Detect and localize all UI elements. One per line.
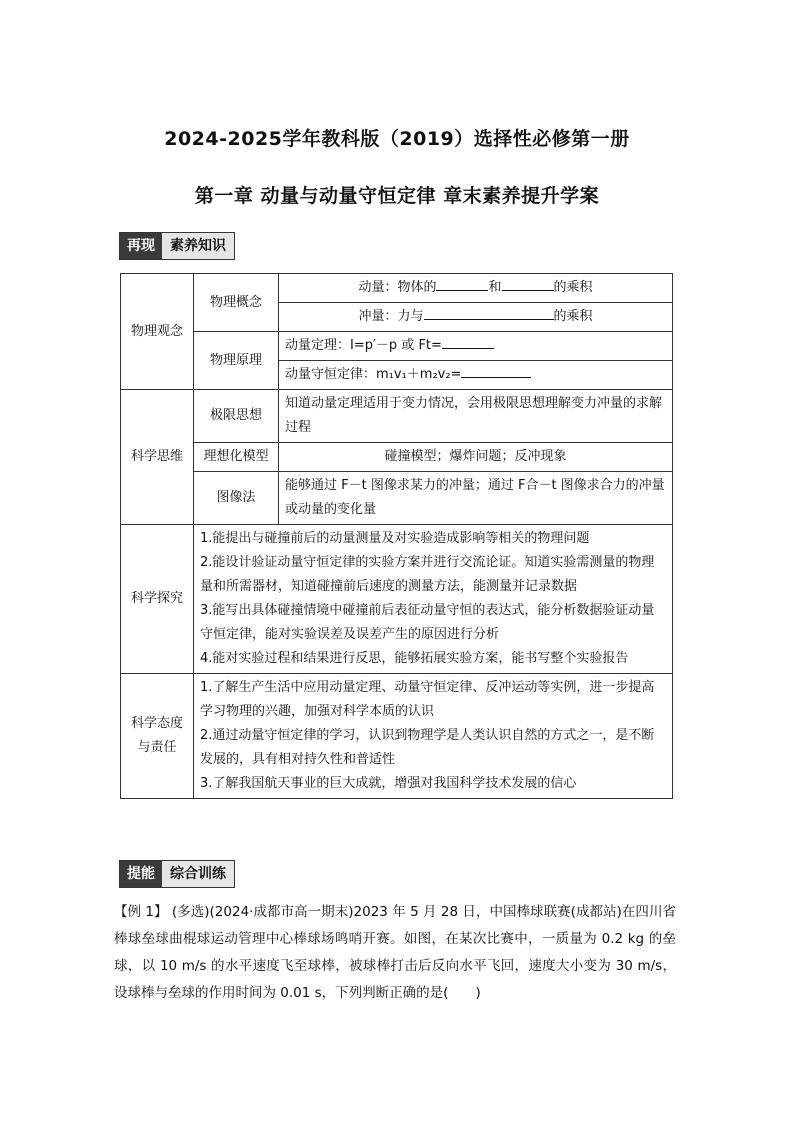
momentum-definition [279, 274, 673, 303]
attitude-item: 1.了解生产生活中应用动量定理、动量守恒定律、反冲运动等实例，进一步提高学习物理的兴趣，加强对科学本质的认识 [200, 680, 655, 719]
inquiry-item: 3.能写出具体碰撞情境中碰撞前后表征动量守恒的表达式，能分析数据验证动量守恒定律，能对实验误差及误差产生的原因进行分析 [200, 603, 655, 642]
fill-blank[interactable] [461, 363, 531, 378]
subcategory-concept: 物理概念 [194, 274, 279, 332]
model-text: 碰撞模型；爆炸问题；反冲现象 [279, 443, 673, 472]
inquiry-item: 4.能对实验过程和结果进行反思，能够拓展实验方案，能书写整个实验报告 [200, 651, 629, 666]
text: 的乘积 [553, 280, 593, 295]
attitude-item: 3.了解我国航天事业的巨大成就，增强对我国科学技术发展的信心 [200, 776, 577, 791]
knowledge-table [120, 273, 673, 799]
attitude-label-2: 与责任 [137, 740, 177, 755]
category-physics-concept: 物理观念 [121, 274, 194, 390]
subcategory-limit: 极限思想 [194, 390, 279, 443]
fill-blank[interactable] [424, 305, 554, 320]
text: 和 [488, 280, 502, 295]
document-title: 2024-2025学年教科版（2019）选择性必修第一册 [164, 128, 630, 150]
inquiry-items [194, 525, 673, 674]
text: 动量定理：I=p′－p 或 Ft= [285, 338, 442, 353]
category-attitude [121, 674, 194, 799]
fill-blank[interactable] [502, 276, 554, 291]
momentum-theorem [279, 332, 673, 361]
fill-blank[interactable] [442, 334, 494, 349]
chapter-title: 第一章 动量与动量守恒定律 章末素养提升学案 [194, 185, 600, 207]
impulse-definition [279, 303, 673, 332]
inquiry-item: 1.能提出与碰撞前后的动量测量及对实验造成影响等相关的物理问题 [200, 531, 590, 546]
text: 动量：物体的 [358, 280, 437, 295]
conservation-law [279, 361, 673, 390]
attitude-label-1: 科学态度 [130, 716, 183, 731]
attitude-item: 2.通过动量守恒定律的学习，认识到物理学是人类认识自然的方式之一，是不断发展的，具有相对持久性和普适性 [200, 728, 655, 767]
attitude-items [194, 674, 673, 799]
subcategory-model: 理想化模型 [194, 443, 279, 472]
graph-text: 能够通过 F－t 图像求某力的冲量；通过 F合－t 图像求合力的冲量或动量的变化量 [279, 472, 673, 525]
section-name: 素养知识 [162, 233, 234, 259]
inquiry-item: 2.能设计验证动量守恒定律的实验方案并进行交流论证。知道实验需测量的物理量和所需器材，知道碰撞前后速度的测量方法，能测量并记录数据 [200, 555, 655, 594]
section-tag: 再现 [120, 233, 162, 259]
text: 冲量：力与 [358, 309, 424, 324]
section-tag: 提能 [120, 861, 162, 887]
category-science-thinking: 科学思维 [121, 390, 194, 525]
section-header-practice [119, 860, 235, 888]
limit-text: 知道动量定理适用于变力情况，会用极限思想理解变力冲量的求解过程 [279, 390, 673, 443]
category-inquiry: 科学探究 [121, 525, 194, 674]
subcategory-graph: 图像法 [194, 472, 279, 525]
section-header-knowledge [119, 232, 235, 260]
subcategory-principle: 物理原理 [194, 332, 279, 390]
section-name: 综合训练 [162, 861, 234, 887]
text: 动量守恒定律：m₁v₁＋m₂v₂= [285, 367, 462, 382]
fill-blank[interactable] [436, 276, 488, 291]
text: 的乘积 [553, 309, 593, 324]
example-1-question: 【例 1】 (多选)(2024·成都市高一期末)2023 年 5 月 28 日，中国棒球联赛(成都站)在四川省棒球垒球曲棍球运动管理中心棒球场鸣哨开赛。如图，在某次比赛中，一质量为 0.2 kg 的垒球，以 10 m/s 的水平速度飞至球棒，被球棒打击后反向水平飞回，速度大小变为 30 m/s，设球棒与垒球的作用时间为 0.01 s，下列判断正确的是( ) [114, 904, 676, 1001]
